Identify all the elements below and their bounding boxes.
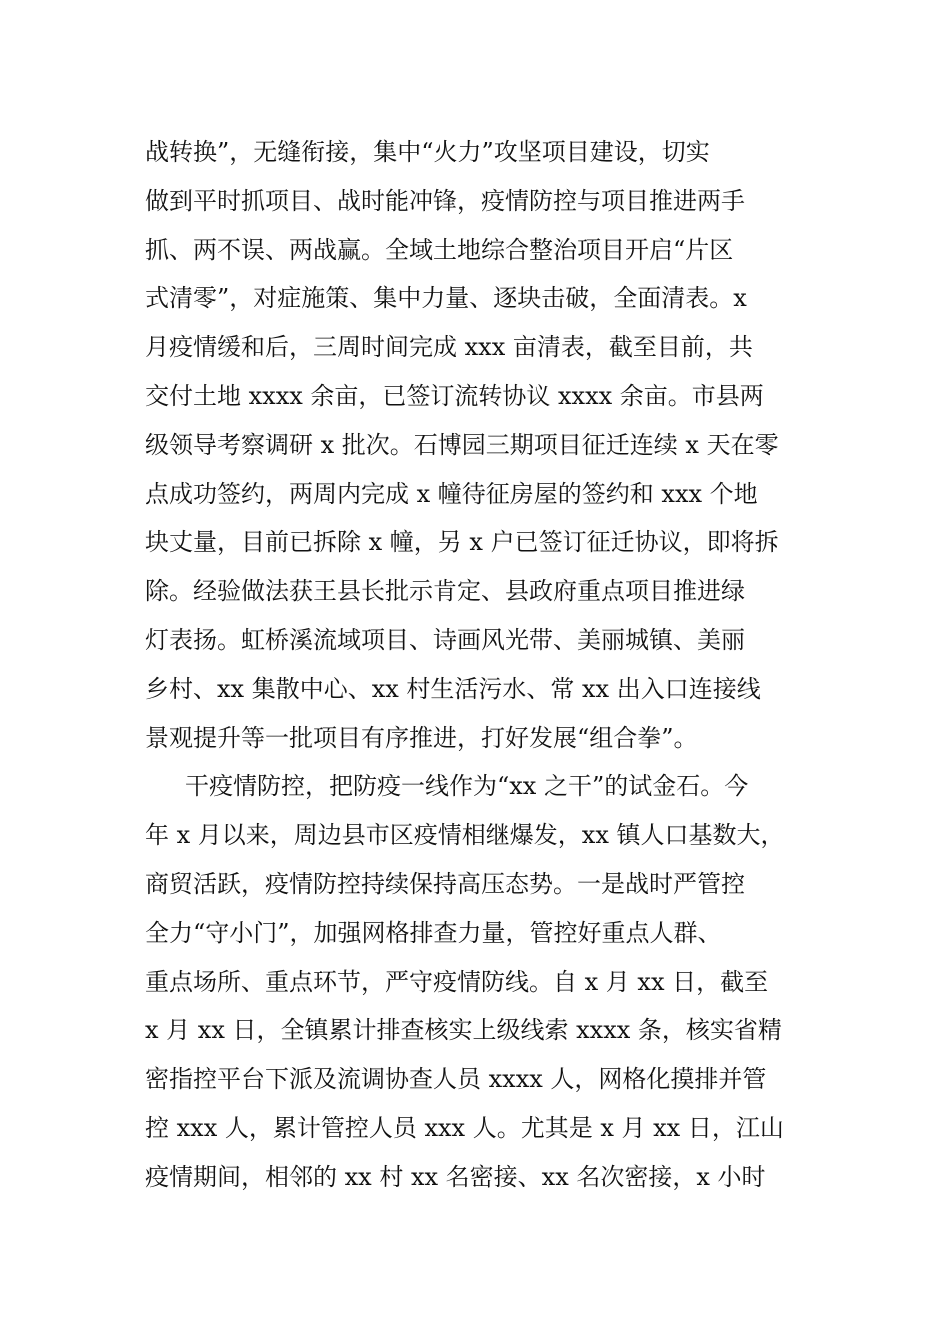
text-line: 月疫情缓和后，三周时间完成 xxx 亩清表，截至目前，共 (145, 333, 753, 362)
text-line: 年 x 月以来，周边县市区疫情相继爆发，xx 镇人口基数大， (145, 821, 785, 850)
text-line: 块丈量，目前已拆除 x 幢，另 x 户已签订征迁协议，即将拆 (145, 528, 779, 557)
text-line: 灯表扬。虹桥溪流域项目、诗画风光带、美丽城镇、美丽 (145, 625, 745, 654)
text-line: 景观提升等一批项目有序推进，打好发展“组合拳”。 (145, 723, 698, 752)
paragraph-epidemic-prevention (145, 762, 810, 1201)
text-line: 除。经验做法获王县长批示肯定、县政府重点项目推进绿 (145, 577, 745, 606)
text-line: 做到平时抓项目、战时能冲锋，疫情防控与项目推进两手 (145, 186, 745, 215)
text-line: 重点场所、重点环节，严守疫情防线。自 x 月 xx 日，截至 (145, 967, 769, 996)
text-line: 级领导考察调研 x 批次。石博园三期项目征迁连续 x 天在零 (145, 430, 779, 459)
text-line: 疫情期间，相邻的 xx 村 xx 名密接、xx 名次密接，x 小时 (145, 1162, 766, 1191)
text-line: x 月 xx 日，全镇累计排查核实上级线索 xxxx 条，核实省精 (145, 1016, 782, 1045)
paragraph-project-construction (145, 128, 810, 762)
text-line: 商贸活跃，疫情防控持续保持高压态势。一是战时严管控 (145, 869, 745, 898)
document-body (145, 128, 810, 1202)
text-line: 全力“守小门”，加强网格排查力量，管控好重点人群、 (145, 918, 722, 947)
text-line: 乡村、xx 集散中心、xx 村生活污水、常 xx 出入口连接线 (145, 674, 761, 703)
text-line: 交付土地 xxxx 余亩，已签订流转协议 xxxx 余亩。市县两 (145, 381, 764, 410)
text-line: 密指控平台下派及流调协查人员 xxxx 人，网格化摸排并管 (145, 1065, 767, 1094)
text-line: 战转换”，无缝衔接，集中“火力”攻坚项目建设，切实 (145, 138, 710, 166)
text-line: 控 xxx 人，累计管控人员 xxx 人。尤其是 x 月 xx 日，江山 (145, 1113, 784, 1142)
text-line-first-indented: 干疫情防控，把防疫一线作为“xx 之干”的试金石。今 (185, 772, 749, 801)
text-line: 式清零”，对症施策、集中力量、逐块击破，全面清表。x (145, 284, 747, 313)
text-line: 抓、两不误、两战赢。全域土地综合整治项目开启“片区 (145, 235, 734, 264)
text-line: 点成功签约，两周内完成 x 幢待征房屋的签约和 xxx 个地 (145, 479, 758, 508)
